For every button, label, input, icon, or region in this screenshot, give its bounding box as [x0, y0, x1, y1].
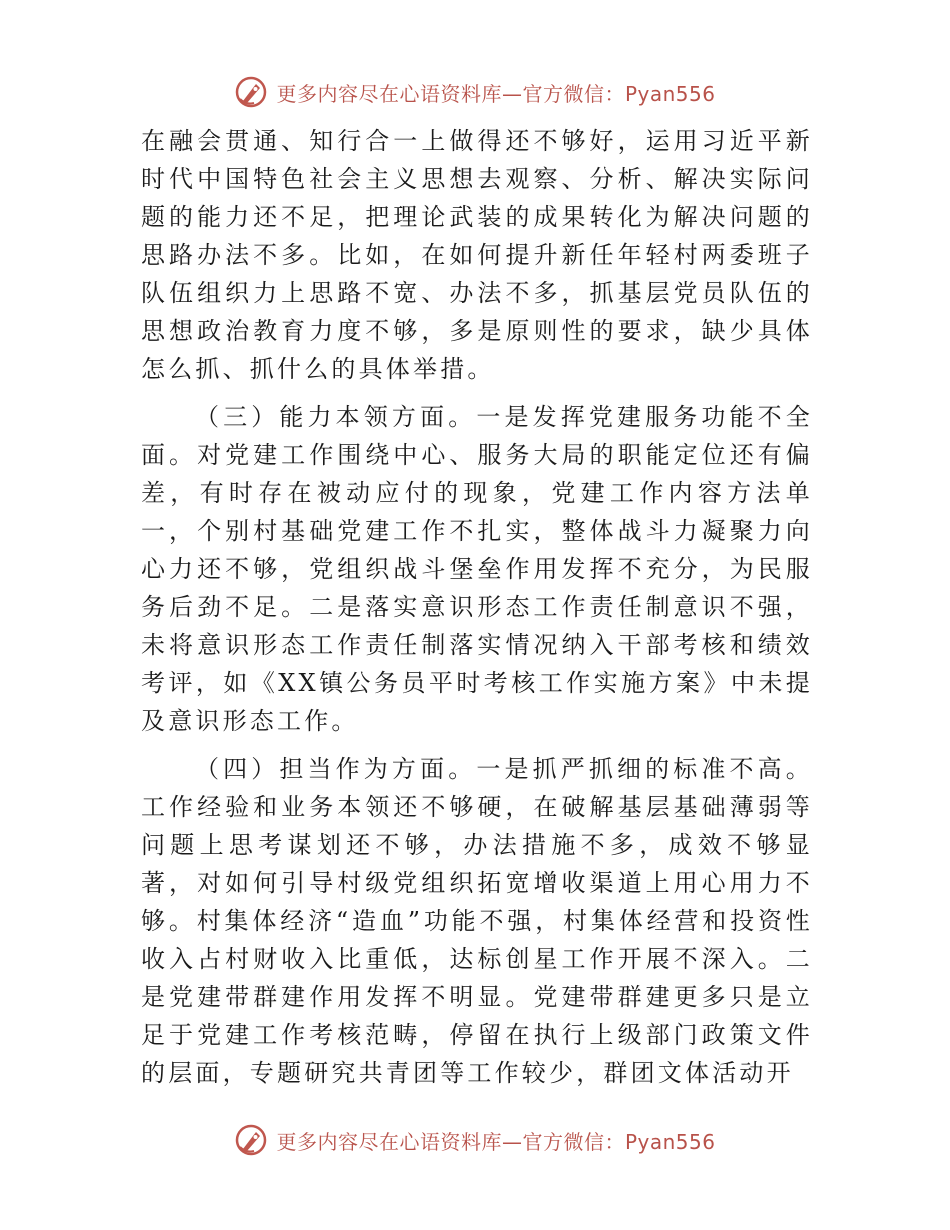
paragraph-ability-section: （三）能力本领方面。一是发挥党建服务功能不全面。对党建工作围绕中心、服务大局的职能定位还有偏差，有时存在被动应付的现象，党建工作内容方法单一，个别村基础党建工作不扎实，整体战斗力凝聚力向心力还不够，党组织战斗堡垒作用发挥不充分，为民服务后劲不足。二是落实意识形态工作责任制意识不强，未将意识形态工作责任制落实情况纳入干部考核和绩效考评，如《XX镇公务员平时考核工作实施方案》中未提及意识形态工作。 — [141, 403, 813, 735]
pen-nib-logo-icon — [234, 75, 268, 109]
header-watermark-banner — [0, 72, 950, 112]
footer-watermark-text: 更多内容尽在心语资料库—官方微信：Pyan556 — [276, 1129, 716, 1154]
header-watermark-text: 更多内容尽在心语资料库—官方微信：Pyan556 — [276, 81, 716, 106]
paragraph-responsibility-section: （四）担当作为方面。一是抓严抓细的标准不高。工作经验和业务本领还不够硬，在破解基层基础薄弱等问题上思考谋划还不够，办法措施不多，成效不够显著，对如何引导村级党组织拓宽增收渠道上用心用力不够。村集体经济“造血”功能不强，村集体经营和投资性收入占村财收入比重低，达标创星工作开展不深入。二是党建带群建作用发挥不明显。党建带群建更多只是立足于党建工作考核范畴，停留在执行上级部门政策文件的层面，专题研究共青团等工作较少，群团文体活动开 — [141, 755, 813, 1087]
pen-nib-logo-icon — [234, 1123, 268, 1157]
paragraph-continuation: 在融会贯通、知行合一上做得还不够好，运用习近平新时代中国特色社会主义思想去观察、分析、解决实际问题的能力还不足，把理论武装的成果转化为解决问题的思路办法不多。比如，在如何提升新任年轻村两委班子队伍组织力上思路不宽、办法不多，抓基层党员队伍的思想政治教育力度不够，多是原则性的要求，缺少具体怎么抓、抓什么的具体举措。 — [141, 127, 813, 383]
footer-watermark-banner — [0, 1120, 950, 1160]
document-body — [141, 122, 813, 1092]
